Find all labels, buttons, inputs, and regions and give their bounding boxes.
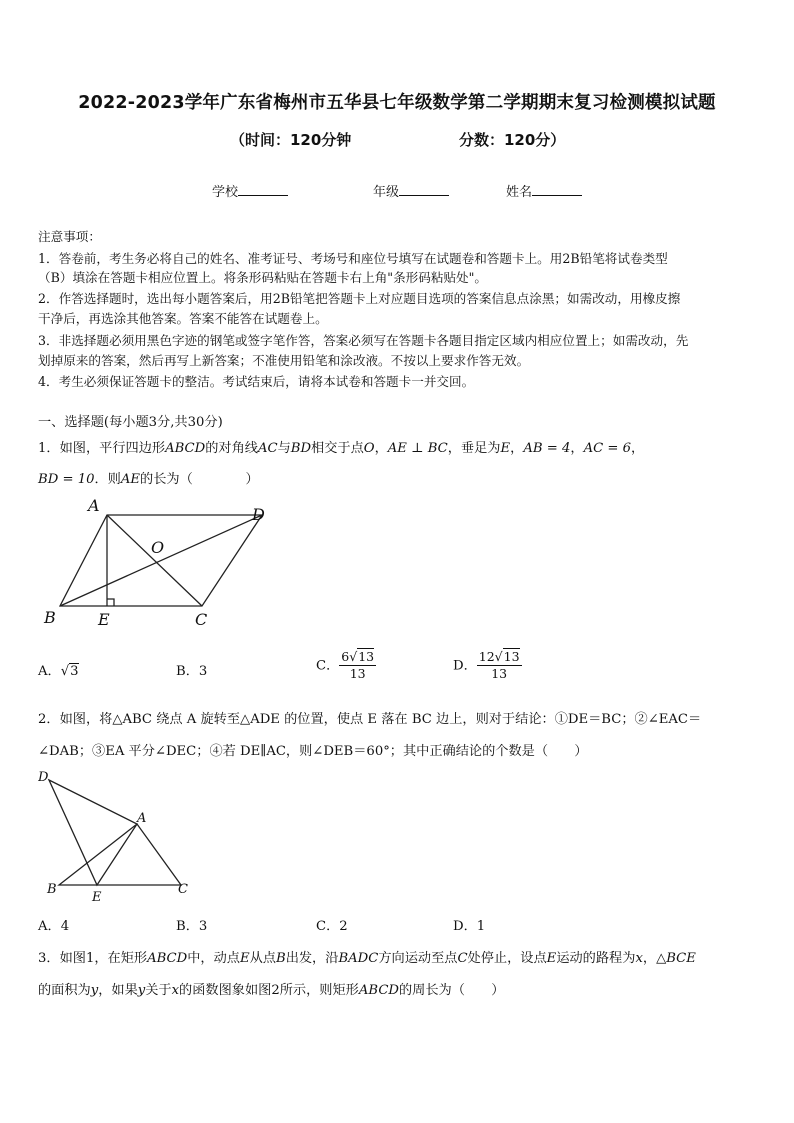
q3-math: E xyxy=(546,951,557,966)
fraction-denominator: 13 xyxy=(349,666,366,682)
q1-math: O xyxy=(363,441,375,456)
right-angle-mark xyxy=(107,599,114,606)
label-c: C xyxy=(178,882,188,897)
q1-line2 xyxy=(38,468,259,487)
q1-math: BD xyxy=(290,441,312,456)
sqrt-symbol: √ xyxy=(349,649,358,664)
q3-text: 从点 xyxy=(249,951,276,966)
q3-text: 的面积为 xyxy=(38,983,91,998)
sqrt-symbol: √ xyxy=(494,649,503,664)
q3-text: 处停止，设点 xyxy=(467,951,547,966)
sqrt-value: 13 xyxy=(503,649,520,664)
q1-line1 xyxy=(38,437,644,456)
q3-text: 方向运动至点 xyxy=(378,951,458,966)
fraction-numerator xyxy=(339,650,376,666)
q3-math: y xyxy=(137,983,146,998)
name-blank xyxy=(532,183,582,196)
label-a: A xyxy=(88,496,100,515)
q2-line1: 2．如图，将△ABC 绕点 A 旋转至△ADE 的位置，使点 E 落在 BC 边上，则对于结论：①DE＝BC；②∠EAC＝ xyxy=(38,712,702,727)
exam-score: 分数：120分） xyxy=(459,131,566,149)
q1-text: ， xyxy=(374,441,388,456)
q3-text: 中，动点 xyxy=(187,951,240,966)
q2-option-c[interactable]: C．2 xyxy=(316,919,348,934)
label-b: B xyxy=(44,608,56,627)
q3-text: 的周长为（ ） xyxy=(398,983,505,998)
q1-text: ， xyxy=(510,441,524,456)
q1-figure xyxy=(38,495,288,630)
label-a: A xyxy=(137,811,147,826)
q3-text: 的函数图象如图2所示，则矩形 xyxy=(179,983,359,998)
label-e: E xyxy=(98,610,110,629)
q3-math: x xyxy=(171,983,180,998)
q3-math: C xyxy=(457,951,468,966)
q3-text: 3．如图1，在矩形 xyxy=(38,951,148,966)
q1-math: AE xyxy=(120,472,141,487)
q1-text: ， xyxy=(570,441,584,456)
label-d: D xyxy=(252,505,265,524)
q3-math: ABCD xyxy=(147,951,188,966)
note-line: 3．非选择题必须用黑色字迹的钢笔或签字笔作答，答案必须写在答题卡各题目指定区域内相应位置上；如需改动，先 xyxy=(38,333,689,348)
q2-option-a[interactable]: A．4 xyxy=(38,919,70,934)
q1-text: 的对角线 xyxy=(205,441,258,456)
q1-option-a[interactable] xyxy=(38,660,79,679)
coef: 12 xyxy=(478,649,495,664)
fraction xyxy=(339,650,376,682)
q3-math: B xyxy=(275,951,286,966)
exam-time: （时间：120分钟 xyxy=(230,131,352,149)
q2-figure xyxy=(38,765,208,905)
q1-math: AB = 4 xyxy=(523,441,571,456)
q1-math: E xyxy=(500,441,511,456)
label-b: B xyxy=(47,882,57,897)
q1-math: AC xyxy=(257,441,278,456)
q1-text: 1．如图，平行四边形 xyxy=(38,441,166,456)
sqrt-value: 13 xyxy=(358,649,375,664)
q1-math: ABCD xyxy=(165,441,206,456)
note-line: 划掉原来的答案，然后再写上新答案；不准使用铅笔和涂改液。不按以上要求作答无效。 xyxy=(38,353,530,368)
q2-option-b[interactable]: B．3 xyxy=(176,919,208,934)
q1-text: ， xyxy=(631,441,645,456)
q2-option-d[interactable]: D．1 xyxy=(453,919,486,934)
q1-math: AE ⊥ BC xyxy=(387,441,448,456)
fraction xyxy=(477,650,522,682)
grade-field xyxy=(373,181,449,200)
fraction-denominator: 13 xyxy=(491,666,508,682)
label-o: O xyxy=(151,538,165,557)
q1-text: ，垂足为 xyxy=(447,441,501,456)
page-title: 2022-2023学年广东省梅州市五华县七年级数学第二学期期末复习检测模拟试题 xyxy=(78,93,716,113)
q3-text: 运动的路程为 xyxy=(556,951,636,966)
option-label: C． xyxy=(316,658,340,674)
note-line: 干净后，再选涂其他答案。答案不能答在试题卷上。 xyxy=(38,311,328,326)
note-line: 4．考生必须保证答题卡的整洁。考试结束后，请将本试卷和答题卡一并交回。 xyxy=(38,374,475,389)
grade-label: 年级 xyxy=(373,185,400,200)
q3-text: ， xyxy=(642,951,657,966)
triangle-abc xyxy=(59,824,181,885)
q1-math: BD = 10 xyxy=(38,472,95,487)
q1-math: AC = 6 xyxy=(583,441,632,456)
q2-line2: ∠DAB；③EA 平分∠DEC；④若 DE∥AC，则∠DEB＝60°；其中正确结论的个数是（ ） xyxy=(38,744,588,759)
q1-text: 相交于点 xyxy=(311,441,364,456)
triangle-ade xyxy=(49,780,137,885)
grade-blank xyxy=(399,183,449,196)
sqrt-value: 3 xyxy=(70,664,79,679)
q3-text: ，如果 xyxy=(98,983,138,998)
q3-math: E xyxy=(239,951,250,966)
q1-option-b[interactable]: B．3 xyxy=(176,664,208,679)
q3-math: y xyxy=(90,983,99,998)
q1-option-d[interactable] xyxy=(453,650,522,682)
q1-text: ．则 xyxy=(94,472,121,487)
school-blank xyxy=(238,183,288,196)
section-heading: 一、选择题(每小题3分,共30分) xyxy=(38,415,223,430)
q3-text: 出发，沿 xyxy=(285,951,339,966)
name-field xyxy=(506,181,582,200)
q3-text: 关于 xyxy=(145,983,172,998)
q3-math: BADC xyxy=(338,951,379,966)
name-label: 姓名 xyxy=(506,185,533,200)
q1-option-c[interactable] xyxy=(316,650,376,682)
q3-line1 xyxy=(38,947,696,966)
option-label: D． xyxy=(453,658,477,674)
q1-text: 的长为（ ） xyxy=(140,472,259,487)
label-c: C xyxy=(195,610,208,629)
note-line: 1．答卷前，考生务必将自己的姓名、准考证号、考场号和座位号填写在试题卷和答题卡上。用2B铅笔将试卷类型 xyxy=(38,251,668,266)
label-e: E xyxy=(92,890,102,905)
q1-text: 与 xyxy=(277,441,291,456)
label-d: D xyxy=(38,770,49,785)
sqrt-symbol: √ xyxy=(60,664,70,679)
school-label: 学校 xyxy=(212,185,239,200)
notes-heading: 注意事项： xyxy=(38,229,101,244)
diagonal-ac xyxy=(107,515,202,606)
coef: 6 xyxy=(341,649,350,664)
note-line: 2．作答选择题时，选出每小题答案后，用2B铅笔把答题卡上对应题目选项的答案信息点涂黑；如需改动，用橡皮擦 xyxy=(38,291,681,306)
note-line: （B）填涂在答题卡相应位置上。将条形码粘贴在答题卡右上角"条形码粘贴处"。 xyxy=(38,270,488,285)
q3-line2 xyxy=(38,979,504,998)
q3-math: △BCE xyxy=(656,951,696,966)
q3-math: x xyxy=(635,951,643,966)
fraction-numerator xyxy=(477,650,522,666)
option-label: A． xyxy=(38,664,61,679)
q3-math: ABCD xyxy=(358,983,399,998)
school-field xyxy=(212,181,288,200)
